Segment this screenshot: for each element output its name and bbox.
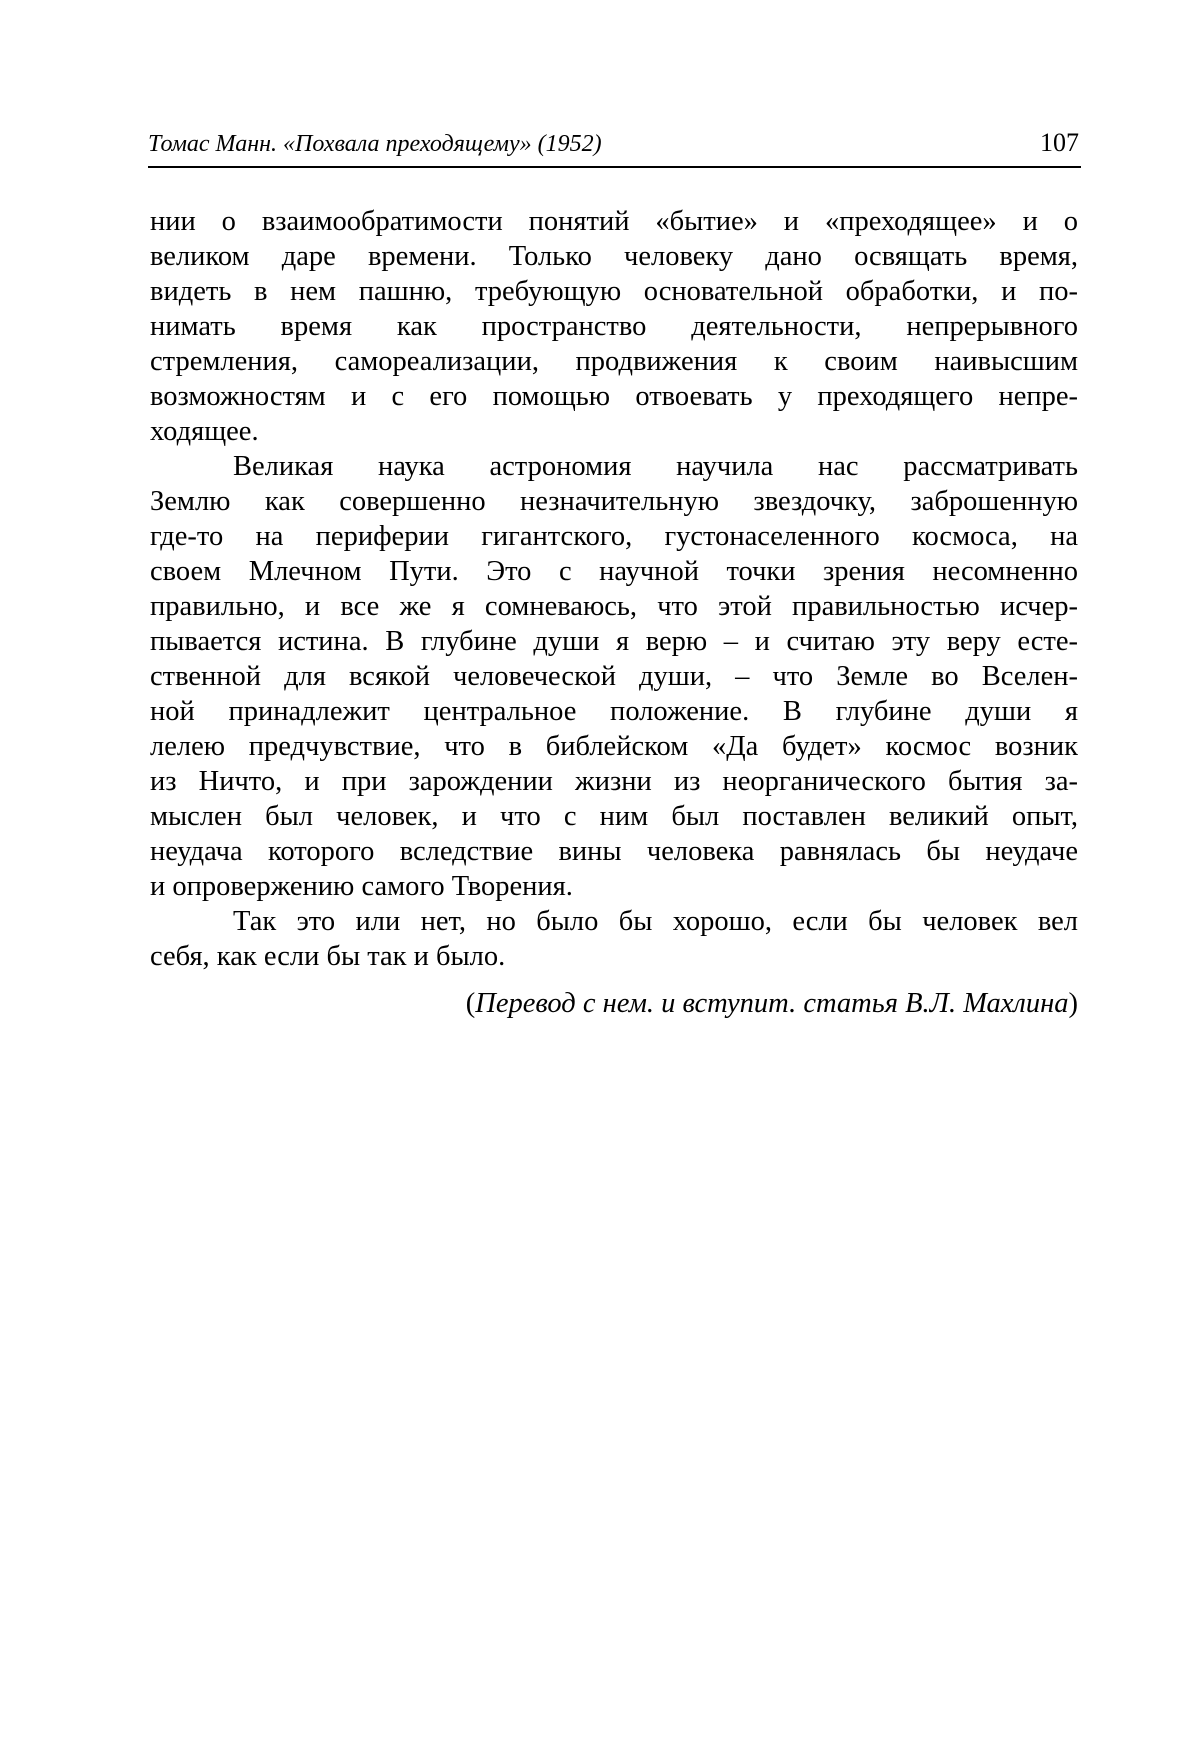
text-line: где-то на периферии гигантского, густонаселенного космоса, на xyxy=(150,521,1078,552)
text-line: ственной для всякой человеческой души, – что Земле во Вселен- xyxy=(150,661,1078,692)
text-line: стремления, самореализации, продвижения к своим наивысшим xyxy=(150,346,1078,377)
credit-open-paren: ( xyxy=(465,988,476,1019)
paragraph xyxy=(150,204,1078,449)
paragraph xyxy=(150,449,1078,904)
text-line: Великая наука астрономия научила нас рассматривать xyxy=(233,451,1078,482)
text-line: из Ничто, и при зарождении жизни из неорганического бытия за- xyxy=(150,766,1078,797)
article-body xyxy=(150,204,1078,1021)
page-number: 107 xyxy=(1040,128,1079,157)
text-line: лелею предчувствие, что в библейском «Да будет» космос возник xyxy=(150,731,1078,762)
text-line: себя, как если бы так и было. xyxy=(150,941,506,972)
text-line: пывается истина. В глубине души я верю – и считаю эту веру есте- xyxy=(150,626,1078,657)
text-line: неудача которого вследствие вины человека равнялась бы неудаче xyxy=(150,836,1078,867)
paragraph xyxy=(150,904,1078,974)
text-line: правильно, и все же я сомневаюсь, что этой правильностью исчер- xyxy=(150,591,1078,622)
text-line: своем Млечном Пути. Это с научной точки зрения несомненно xyxy=(150,556,1078,587)
text-line: мыслен был человек, и что с ним был поставлен великий опыт, xyxy=(150,801,1078,832)
translation-credit xyxy=(150,986,1078,1021)
text-line: великом даре времени. Только человеку дано освящать время, xyxy=(150,241,1078,272)
text-line: нимать время как пространство деятельности, непрерывного xyxy=(150,311,1078,342)
text-line: ной принадлежит центральное положение. В глубине души я xyxy=(150,696,1078,727)
running-header-title: Томас Манн. «Похвала преходящему» (1952) xyxy=(148,131,602,157)
running-header xyxy=(148,126,1081,168)
text-line: возможностям и с его помощью отвоевать у преходящего непре- xyxy=(150,381,1078,412)
text-line: ходящее. xyxy=(150,416,259,447)
credit-text: Перевод с нем. и вступит. статья В.Л. Махлина xyxy=(475,988,1069,1019)
text-line: Землю как совершенно незначительную звездочку, заброшенную xyxy=(150,486,1078,517)
text-line: и опровержению самого Творения. xyxy=(150,871,573,902)
text-line: нии о взаимообратимости понятий «бытие» и «преходящее» и о xyxy=(150,206,1078,237)
credit-close-paren: ) xyxy=(1068,988,1078,1019)
text-line: Так это или нет, но было бы хорошо, если бы человек вел xyxy=(233,906,1078,937)
text-line: видеть в нем пашню, требующую основательной обработки, и по- xyxy=(150,276,1078,307)
